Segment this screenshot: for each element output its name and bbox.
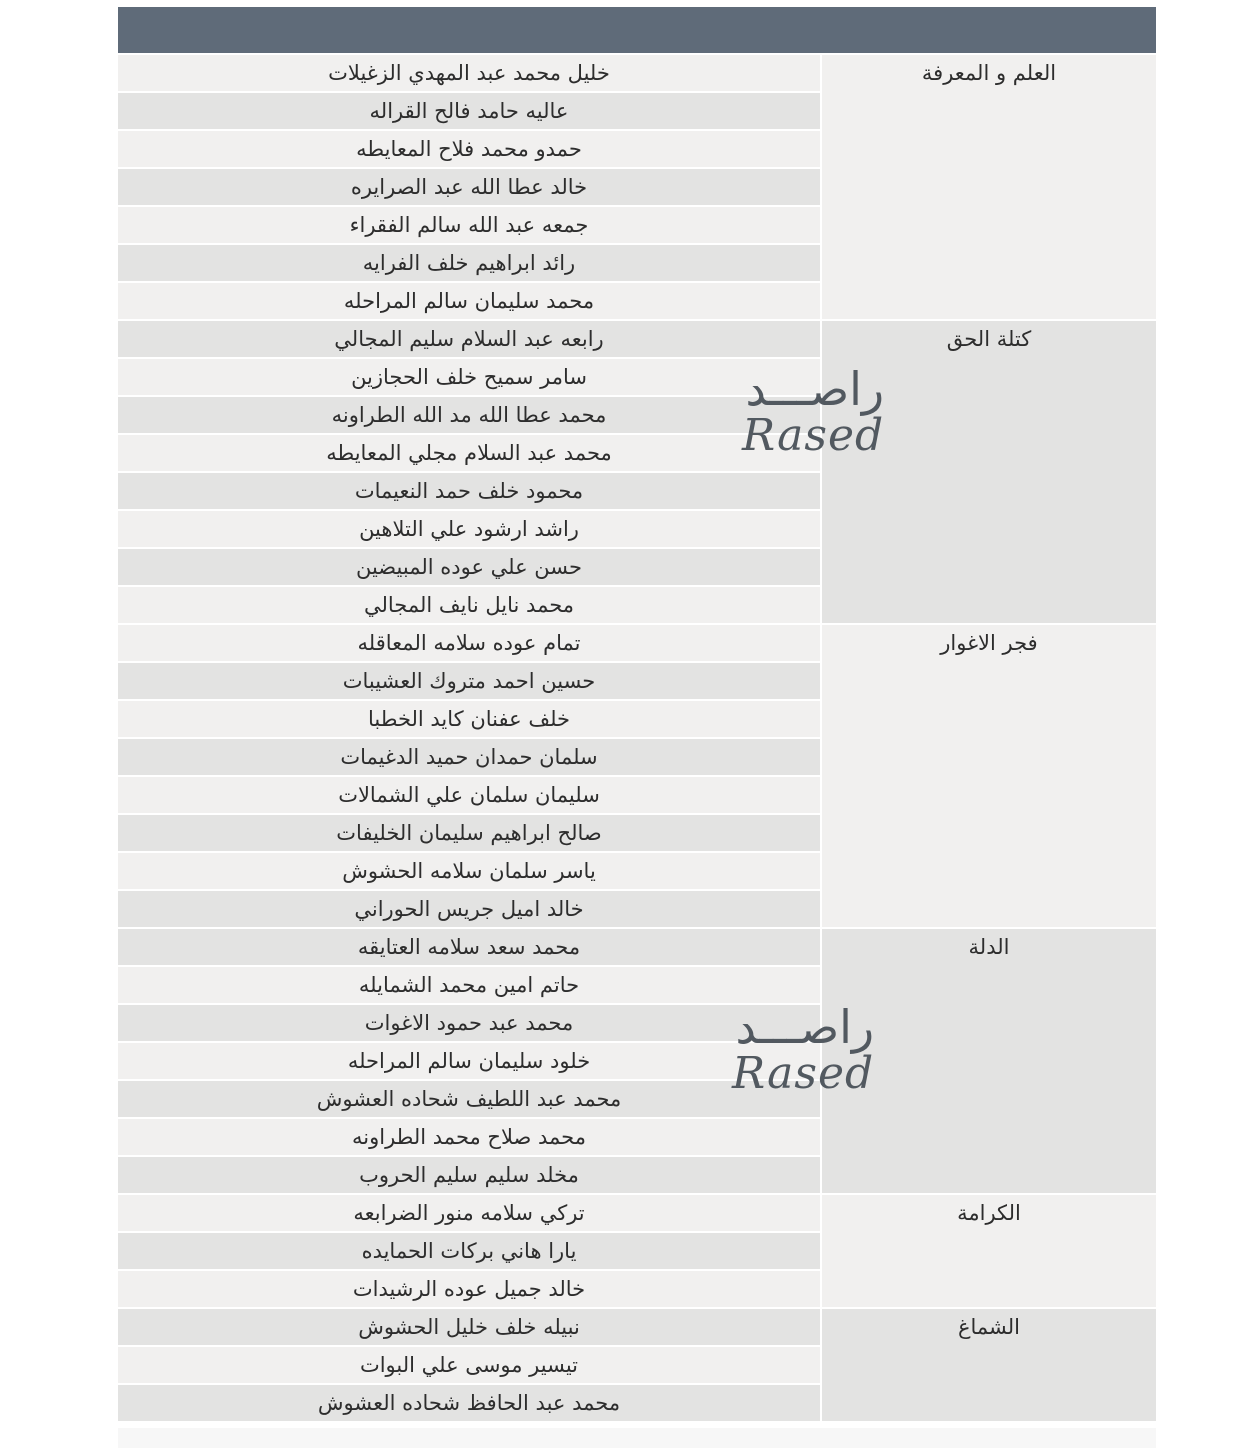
party-name-cell: الدلة <box>820 929 1156 1193</box>
candidate-name-row: حمدو محمد فلاح المعايطه <box>118 129 820 167</box>
party-group <box>118 623 1156 927</box>
candidate-names-column <box>118 1309 820 1421</box>
candidate-name-row: محمد عطا الله مد الله الطراونه <box>118 395 820 433</box>
candidate-name-row: محمد سليمان سالم المراحله <box>118 281 820 319</box>
candidate-name-row: محمد عبد اللطيف شحاده العشوش <box>118 1079 820 1117</box>
watermark-english: Rased <box>732 1048 875 1099</box>
candidate-names-column <box>118 625 820 927</box>
candidate-name-row: خالد اميل جريس الحوراني <box>118 889 820 927</box>
candidate-name-row: محمد صلاح محمد الطراونه <box>118 1117 820 1155</box>
candidate-name-row: رابعه عبد السلام سليم المجالي <box>118 321 820 357</box>
party-group <box>118 1307 1156 1421</box>
party-name-cell: كتلة الحق <box>820 321 1156 623</box>
candidate-name-row: جمعه عبد الله سالم الفقراء <box>118 205 820 243</box>
candidate-name-row: عاليه حامد فالح القراله <box>118 91 820 129</box>
candidate-name-row: محمد عبد السلام مجلي المعايطه <box>118 433 820 471</box>
candidate-name-row: خلود سليمان سالم المراحله <box>118 1041 820 1079</box>
candidate-name-row: محمد عبد حمود الاغوات <box>118 1003 820 1041</box>
party-name-cell: فجر الاغوار <box>820 625 1156 927</box>
watermark-arabic: راصـــد <box>735 1000 875 1054</box>
candidate-name-row: محمد نايل نايف المجالي <box>118 585 820 623</box>
watermark-english: Rased <box>742 410 885 461</box>
candidate-name-row: حسين احمد متروك العشيبات <box>118 661 820 699</box>
candidate-name-row: محمود خلف حمد النعيمات <box>118 471 820 509</box>
party-group <box>118 927 1156 1193</box>
candidate-name-row: ياسر سلمان سلامه الحشوش <box>118 851 820 889</box>
bottom-strip <box>118 1428 1156 1448</box>
candidate-name-row: خليل محمد عبد المهدي الزغيلات <box>118 55 820 91</box>
candidate-name-row: مخلد سليم سليم الحروب <box>118 1155 820 1193</box>
candidate-name-row: محمد سعد سلامه العتايقه <box>118 929 820 965</box>
watermark-arabic: راصـــد <box>745 362 885 416</box>
candidate-names-column <box>118 929 820 1193</box>
candidate-name-row: يارا هاني بركات الحمايده <box>118 1231 820 1269</box>
party-name-cell: الكرامة <box>820 1195 1156 1307</box>
candidate-name-row: محمد عبد الحافظ شحاده العشوش <box>118 1383 820 1421</box>
party-group <box>118 319 1156 623</box>
candidate-names-column <box>118 55 820 319</box>
candidate-name-row: تيسير موسى علي البوات <box>118 1345 820 1383</box>
party-name-cell: الشماغ <box>820 1309 1156 1421</box>
candidate-name-row: سليمان سلمان علي الشمالات <box>118 775 820 813</box>
candidate-name-row: راشد ارشود علي التلاهين <box>118 509 820 547</box>
candidates-table <box>118 7 1156 1421</box>
candidate-name-row: صالح ابراهيم سليمان الخليفات <box>118 813 820 851</box>
candidate-name-row: خالد جميل عوده الرشيدات <box>118 1269 820 1307</box>
candidate-name-row: تمام عوده سلامه المعاقله <box>118 625 820 661</box>
party-group <box>118 1193 1156 1307</box>
candidate-name-row: سلمان حمدان حميد الدغيمات <box>118 737 820 775</box>
party-group <box>118 53 1156 319</box>
candidate-name-row: حاتم امين محمد الشمايله <box>118 965 820 1003</box>
candidate-names-column <box>118 1195 820 1307</box>
candidate-name-row: خلف عفنان كايد الخطبا <box>118 699 820 737</box>
candidate-name-row: خالد عطا الله عبد الصرايره <box>118 167 820 205</box>
candidate-name-row: حسن علي عوده المبيضين <box>118 547 820 585</box>
candidate-names-column <box>118 321 820 623</box>
table-header-bar <box>118 7 1156 53</box>
candidate-name-row: سامر سميح خلف الحجازين <box>118 357 820 395</box>
table-body <box>118 53 1156 1421</box>
candidate-name-row: نبيله خلف خليل الحشوش <box>118 1309 820 1345</box>
candidate-name-row: رائد ابراهيم خلف الفرايه <box>118 243 820 281</box>
candidate-name-row: تركي سلامه منور الضرابعه <box>118 1195 820 1231</box>
party-name-cell: العلم و المعرفة <box>820 55 1156 319</box>
